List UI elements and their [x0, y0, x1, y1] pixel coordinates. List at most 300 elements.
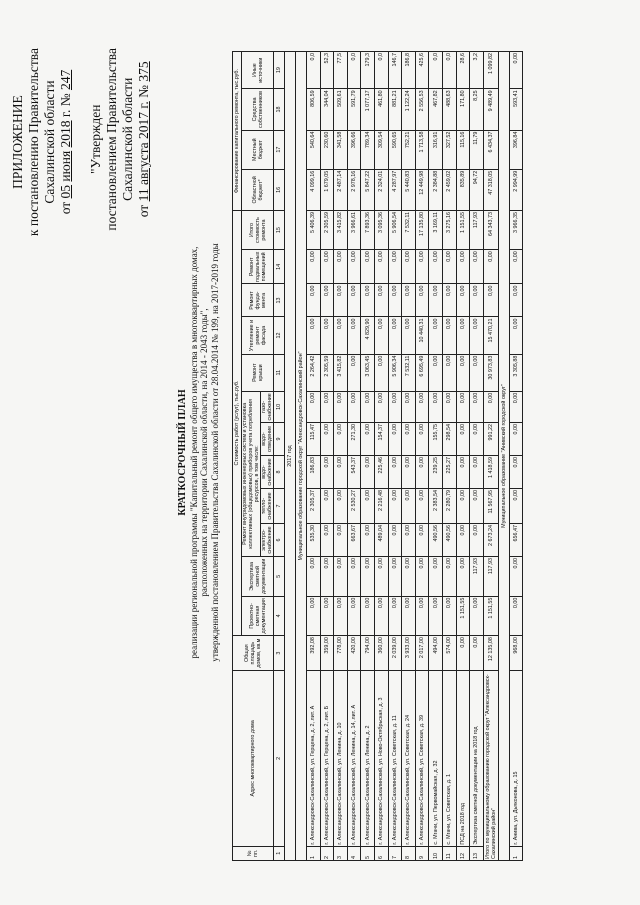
table-row — [470, 52, 484, 861]
table-cell: 77,5 — [334, 52, 348, 89]
table-cell: 230,60 — [320, 130, 334, 169]
table-cell: 0,00 — [415, 391, 429, 422]
table-cell: 9 — [274, 422, 285, 455]
table-cell: 0,00 — [415, 596, 429, 636]
table-cell: 0,00 — [429, 317, 443, 354]
table-cell: 0,00 — [307, 250, 321, 284]
table-cell: 0,00 — [442, 354, 456, 391]
table-cell: 341,58 — [334, 130, 348, 169]
table-cell: 4 099,16 — [307, 169, 321, 210]
table-cell: 6 695,49 — [415, 354, 429, 391]
table-cell: 0,00 — [470, 455, 484, 488]
table-cell: 0,00 — [509, 52, 523, 89]
table-cell: 52,3 — [320, 52, 334, 89]
table-cell: 0,00 — [374, 317, 388, 354]
table-cell: 2 264,42 — [307, 354, 321, 391]
table-cell: 0,00 — [320, 391, 334, 422]
table-cell: 0,00 — [470, 250, 484, 284]
table-cell: 0,00 — [307, 391, 321, 422]
table-cell: 5 406,39 — [307, 211, 321, 250]
header-expertise: Экспертиза сметной документации — [242, 557, 274, 597]
table-cell: 0,00 — [334, 422, 348, 455]
header-finance-group: Финансирование капитального ремонта, тыс.руб. — [233, 52, 242, 211]
appendix-line-1: к постановлению Правительства — [26, 48, 41, 237]
table-cell: 0,00 — [361, 422, 375, 455]
table-cell: 146,7 — [388, 52, 402, 89]
table-cell: 0,00 — [320, 250, 334, 284]
table-cell: 0,00 — [402, 422, 416, 455]
table-cell: 2 — [274, 671, 285, 846]
table-cell: 3 — [274, 636, 285, 671]
table-cell: 0,00 — [334, 391, 348, 422]
table-cell: 2 039,00 — [388, 636, 402, 671]
header-water: водо-снабжение — [261, 455, 274, 488]
table-cell: 0,00 — [307, 284, 321, 317]
table-cell: 8 — [402, 846, 416, 860]
table-cell: 590,65 — [388, 130, 402, 169]
table-cell: 396,84 — [509, 130, 523, 169]
table-cell: 1 122,24 — [402, 89, 416, 130]
table-cell: 0,00 — [388, 317, 402, 354]
table-cell: 0,00 — [470, 284, 484, 317]
table-cell: 0,00 — [334, 250, 348, 284]
table-cell: 1 713,58 — [415, 130, 429, 169]
header-sewer: водо-отведение — [261, 422, 274, 455]
table-cell: 0,00 — [509, 455, 523, 488]
approved-line-2: Сахалинской области — [120, 77, 135, 201]
table-cell: 1 — [509, 846, 523, 860]
table-cell: 0,00 — [442, 557, 456, 597]
header-insulation: Утепление и ремонт фасада — [242, 317, 274, 354]
table-cell: 0,00 — [509, 557, 523, 597]
approved-date-prefix: от — [136, 204, 151, 218]
table-cell: 0,00 — [374, 596, 388, 636]
total-cell: 12 135,08 — [483, 636, 498, 671]
table-cell: 12 449,98 — [415, 169, 429, 210]
table-row — [347, 52, 361, 861]
table-cell: 0,00 — [320, 422, 334, 455]
table-cell: 0,00 — [442, 391, 456, 422]
approved-title: "Утвержден — [88, 104, 103, 174]
table-cell: Экспертиза сметной документации на 2018 год — [470, 671, 484, 846]
total-cell: 15 470,21 — [483, 317, 498, 354]
table-cell: 574,00 — [442, 636, 456, 671]
table-cell: 3 966,35 — [509, 211, 523, 250]
table-cell: 0,00 — [470, 391, 484, 422]
year-row-label: 2017 год — [285, 52, 296, 861]
table-cell: 2 994,99 — [509, 169, 523, 210]
table-cell: 0,00 — [429, 557, 443, 597]
table-cell: 490,56 — [429, 524, 443, 557]
total-cell: 30 973,83 — [483, 354, 498, 391]
table-cell: 0,00 — [347, 391, 361, 422]
header-systems-group: Ремонт внутридомовых инженерных систем и установка коллективных (общедомовых) приборов учета потребления ресурсов, в том числе: — [242, 391, 261, 556]
table-cell: 0,00 — [361, 391, 375, 422]
table-cell: 0,00 — [388, 557, 402, 597]
appendix-date-prefix: от — [58, 201, 73, 215]
table-cell: 0,00 — [456, 317, 470, 354]
table-cell: 0,00 — [320, 524, 334, 557]
table-row — [334, 52, 348, 861]
table-cell: 0,00 — [415, 250, 429, 284]
column-numbers-row — [274, 52, 285, 861]
table-cell: 543,37 — [347, 455, 361, 488]
table-cell: 239,25 — [429, 455, 443, 488]
table-cell: 806,59 — [307, 89, 321, 130]
header-area: Общая площадь домов, кв.м — [233, 636, 274, 671]
table-cell: 0,00 — [374, 557, 388, 597]
table-cell: 5 — [361, 846, 375, 860]
table-cell: 0,00 — [320, 284, 334, 317]
table-cell: 154,37 — [374, 422, 388, 455]
table-cell: 3 169,11 — [429, 211, 443, 250]
table-cell: 0,00 — [470, 596, 484, 636]
table-cell: 5 906,54 — [388, 211, 402, 250]
table-cell: 0,00 — [361, 524, 375, 557]
table-cell: 2 280,79 — [442, 488, 456, 523]
table-cell: 0,00 — [347, 250, 361, 284]
table-cell: 359,00 — [320, 636, 334, 671]
table-cell: 0,00 — [388, 391, 402, 422]
table-row — [374, 52, 388, 861]
table-cell: 0,00 — [509, 391, 523, 422]
total-cell: 9 489,49 — [483, 89, 498, 130]
total-cell: 0,00 — [483, 391, 498, 422]
total-cell: 64 343,73 — [483, 211, 498, 250]
table-cell: 0,0 — [442, 52, 456, 89]
table-cell: г. Александровск-Сахалинский, ул. Герцена, д. 2, лит. Б — [320, 671, 334, 846]
approved-line-1: постановлением Правительства — [104, 48, 119, 231]
table-cell: 0,00 — [470, 317, 484, 354]
table-cell: 225,46 — [374, 455, 388, 488]
table-cell: 7 — [274, 488, 285, 523]
table-cell: 0,00 — [470, 524, 484, 557]
table-cell: 489,04 — [374, 524, 388, 557]
table-body — [274, 52, 523, 861]
table-cell: 11 — [274, 354, 285, 391]
table-cell: 0,00 — [456, 354, 470, 391]
table-cell: 3 933,00 — [402, 636, 416, 671]
table-cell: 0,00 — [415, 455, 429, 488]
table-cell: г. Александровск-Сахалинский, ул. Советская, д. 24 — [402, 671, 416, 846]
table-cell: 0,00 — [347, 284, 361, 317]
table-cell: 881,21 — [388, 89, 402, 130]
header-total: Итого стоимость ремонта — [242, 211, 274, 250]
table-cell: 0,00 — [509, 422, 523, 455]
table-cell: 115,16 — [456, 130, 470, 169]
table-cell: 0,00 — [470, 488, 484, 523]
table-cell: 5 847,22 — [361, 169, 375, 210]
table-cell: 0,00 — [334, 488, 348, 523]
table-cell: 392,08 — [307, 636, 321, 671]
table-cell: 316,91 — [429, 130, 443, 169]
table-cell: 28,6 — [456, 52, 470, 89]
table-cell: 9 — [415, 846, 429, 860]
table-cell: 2 — [320, 846, 334, 860]
table-cell: 2 305,37 — [307, 488, 321, 523]
table-cell: 0,00 — [470, 636, 484, 671]
table-row — [307, 52, 321, 861]
approved-block — [88, 48, 152, 231]
table-cell: ПСД на 2018 год — [456, 671, 470, 846]
table-cell: 3 415,82 — [334, 211, 348, 250]
table-cell: г. Александровск-Сахалинский, ул. Советская, д. 11 — [388, 671, 402, 846]
table-cell: г. Александровск-Сахалинский, ул. Советская, д. 39 — [415, 671, 429, 846]
appendix-date — [58, 48, 74, 236]
total-cell: Итого по муниципальному образованию городской округ "Александровск-Сахалинский район" — [483, 671, 498, 861]
municipality-row-label: Муниципальное образование "Анивский городской округ" — [498, 52, 509, 861]
appendix-day: 05 — [58, 184, 73, 199]
table-cell: 0,00 — [334, 284, 348, 317]
table-cell: 4 — [347, 846, 361, 860]
table-row — [429, 52, 443, 861]
total-cell: 11 567,95 — [483, 488, 498, 523]
municipality-row — [296, 52, 307, 861]
table-cell: 0,00 — [374, 250, 388, 284]
table-row — [456, 52, 470, 861]
table-cell: 12 — [456, 846, 470, 860]
total-cell: 0,00 — [483, 250, 498, 284]
table-cell: 0,00 — [509, 488, 523, 523]
table-cell: 509,61 — [334, 89, 348, 130]
table-cell: 0,00 — [442, 596, 456, 636]
table-cell: 2 556,53 — [415, 89, 429, 130]
table-cell: г. Анива, ул. Дьяконова, д. 15 — [509, 671, 523, 846]
table-cell: 0,00 — [402, 284, 416, 317]
table-cell: 2 017,00 — [415, 636, 429, 671]
table-cell: 0,00 — [347, 317, 361, 354]
table-cell: 17 — [274, 130, 285, 169]
header-cost-group: Стоимость работ (услуг), тыс.руб. — [233, 211, 242, 636]
table-cell: 0,00 — [456, 557, 470, 597]
table-cell: г. Александровск-Сахалинский, ул. Ленина, д. 10 — [334, 671, 348, 846]
table-cell: 4 — [274, 596, 285, 636]
total-cell: 2 673,24 — [483, 524, 498, 557]
table-cell: 425,6 — [415, 52, 429, 89]
table-cell: 6 — [274, 524, 285, 557]
table-cell: 0,00 — [456, 455, 470, 488]
table-cell: 488,63 — [442, 89, 456, 130]
table-cell: 3,2 — [470, 52, 484, 89]
table-cell: 1 151,55 — [456, 596, 470, 636]
table-cell: 494,00 — [429, 636, 443, 671]
table-cell: 0,00 — [320, 455, 334, 488]
table-cell: 0,00 — [320, 596, 334, 636]
table-cell: 0,00 — [388, 455, 402, 488]
header-address: Адрес многоквартирного дома — [233, 671, 274, 846]
table-cell: 0,00 — [415, 488, 429, 523]
table-row — [415, 52, 429, 861]
table-cell: 0,00 — [320, 557, 334, 597]
table-cell: 13 — [274, 284, 285, 317]
table-cell: 0,00 — [402, 391, 416, 422]
table-cell: 789,34 — [361, 130, 375, 169]
total-cell: 1 099,82 — [483, 52, 498, 89]
plan-subtitle-1: реализации региональной программы "Капитальный ремонт общего имущества в многоквартирных домах, — [188, 246, 199, 659]
table-cell: 0,00 — [334, 557, 348, 597]
table-cell: 186,8 — [402, 52, 416, 89]
table-cell: 3 275,16 — [442, 211, 456, 250]
table-cell: 0,00 — [456, 422, 470, 455]
table-cell: 7 — [388, 846, 402, 860]
total-cell: 0,00 — [483, 284, 498, 317]
table-cell: 7 532,11 — [402, 354, 416, 391]
table-cell: 0,0 — [347, 52, 361, 89]
header-heat: тепло-снабжение — [261, 488, 274, 523]
table-cell: 0,00 — [470, 422, 484, 455]
table-cell: 0,00 — [361, 596, 375, 636]
approved-date — [136, 48, 152, 231]
plan-table — [232, 51, 523, 861]
approved-num-prefix: № — [136, 84, 151, 98]
total-cell: 1 418,59 — [483, 455, 498, 488]
table-cell: 0,00 — [429, 354, 443, 391]
table-cell: 15 — [274, 211, 285, 250]
table-cell: 0,00 — [361, 557, 375, 597]
table-cell: 2 324,01 — [374, 169, 388, 210]
approved-number: 375 — [136, 61, 151, 82]
table-cell: 0,00 — [334, 524, 348, 557]
appendix-num-prefix: № — [58, 93, 73, 107]
table-cell: 10 — [429, 846, 443, 860]
table-cell: 117,93 — [470, 211, 484, 250]
table-cell: 0,00 — [509, 317, 523, 354]
table-cell: 0,00 — [456, 524, 470, 557]
table-cell: 6 — [374, 846, 388, 860]
table-cell: 0,00 — [456, 284, 470, 317]
table-cell: 5 — [274, 557, 285, 597]
table-cell: 0,00 — [429, 284, 443, 317]
table-cell: 17 135,80 — [415, 211, 429, 250]
table-cell: 309,54 — [374, 130, 388, 169]
table-cell: 420,00 — [347, 636, 361, 671]
header-owners: Средства собственников — [242, 89, 274, 130]
header-roof: Ремонт крыши — [242, 354, 274, 391]
table-cell: 656,47 — [509, 524, 523, 557]
header-regional: Областной бюджет* — [242, 169, 274, 210]
header-gas: газо-снабжение — [261, 393, 273, 421]
table-row — [442, 52, 456, 861]
table-cell: 1 — [274, 846, 285, 860]
table-cell: 778,00 — [334, 636, 348, 671]
appendix-year-suffix: г. — [58, 109, 73, 118]
table-cell: 0,00 — [415, 524, 429, 557]
table-cell: 0,00 — [307, 557, 321, 597]
header-other: Иные источники — [242, 52, 274, 89]
table-cell: 968,00 — [509, 636, 523, 671]
table-cell: 0,00 — [334, 455, 348, 488]
table-cell: 0,00 — [361, 455, 375, 488]
appendix-number: 247 — [58, 69, 73, 91]
table-row — [361, 52, 375, 861]
table-cell: 2 305,59 — [320, 211, 334, 250]
table-cell: 0,00 — [361, 250, 375, 284]
table-cell: 10 — [274, 391, 285, 422]
table-cell: 16 — [274, 169, 285, 210]
table-cell: 591,79 — [347, 89, 361, 130]
plan-subtitle-2: расположенных на территории Сахалинской области, на 2014 - 2043 годы", — [199, 308, 209, 597]
table-cell: с. Мгачи, ул. Первомайская, д. 32 — [429, 671, 443, 846]
table-cell: 2 383,54 — [429, 488, 443, 523]
table-cell: 2 384,88 — [429, 169, 443, 210]
table-cell: 13 — [470, 846, 484, 860]
table-cell: 835,89 — [456, 169, 470, 210]
year-row — [285, 52, 296, 861]
table-cell: 0,00 — [320, 488, 334, 523]
table-cell: 1 — [307, 846, 321, 860]
table-row — [402, 52, 416, 861]
table-cell: 298,54 — [442, 422, 456, 455]
table-cell: 0,00 — [509, 284, 523, 317]
table-cell: 0,00 — [374, 284, 388, 317]
table-cell: с. Мгачи, ул. Советская, д. 1 — [442, 671, 456, 846]
table-cell: 344,04 — [320, 89, 334, 130]
table-cell: 0,0 — [307, 52, 321, 89]
table-cell: 1 077,17 — [361, 89, 375, 130]
table-cell: 1 679,05 — [320, 169, 334, 210]
table-cell: 490,56 — [442, 524, 456, 557]
table-cell: 4 287,97 — [388, 169, 402, 210]
table-cell: 0,00 — [442, 250, 456, 284]
header-no: № пп. — [233, 846, 274, 860]
table-cell: 12 — [274, 317, 285, 354]
table-cell: 5 440,83 — [402, 169, 416, 210]
table-cell: 0,00 — [429, 250, 443, 284]
table-cell: 2 459,02 — [442, 169, 456, 210]
table-cell: 0,00 — [334, 317, 348, 354]
table-cell: 3 966,61 — [347, 211, 361, 250]
table-cell: 10 440,31 — [415, 317, 429, 354]
header-design: Проектно-сметная документация — [242, 596, 274, 636]
table-cell: г. Александровск-Сахалинский, ул. Ленина, д. 2 — [361, 671, 375, 846]
table-cell: 0,00 — [456, 391, 470, 422]
table-cell: 0,00 — [361, 284, 375, 317]
table-cell: 3 063,45 — [361, 354, 375, 391]
table-cell: 8,25 — [470, 89, 484, 130]
table-cell: 0,00 — [402, 317, 416, 354]
total-cell: 991,22 — [483, 422, 498, 455]
table-cell: г. Александровск-Сахалинский, ул. Ново-Октябрьская, д. 3 — [374, 671, 388, 846]
appendix-block — [10, 48, 74, 236]
table-cell: 0,00 — [388, 524, 402, 557]
table-cell: 0,00 — [388, 284, 402, 317]
appendix-line-2: Сахалинской области — [42, 80, 57, 204]
table-cell: 0,00 — [456, 250, 470, 284]
table-cell: 14 — [274, 250, 285, 284]
table-cell: 179,3 — [361, 52, 375, 89]
table-cell: 794,00 — [361, 636, 375, 671]
table-cell: 593,41 — [509, 89, 523, 130]
table-row — [509, 52, 523, 861]
table-cell: 0,00 — [509, 596, 523, 636]
table-cell: 19 — [274, 52, 285, 89]
table-cell: 3 415,82 — [334, 354, 348, 391]
table-cell: 2 305,59 — [320, 354, 334, 391]
table-cell: 0,00 — [442, 284, 456, 317]
table-cell: 11 — [442, 846, 456, 860]
table-cell: 0,00 — [415, 557, 429, 597]
table-cell: 0,00 — [429, 391, 443, 422]
total-row — [483, 52, 498, 861]
plan-title: КРАТКОСРОЧНЫЙ ПЛАН — [177, 389, 188, 516]
table-cell: 4 829,90 — [361, 317, 375, 354]
table-cell: 3 — [334, 846, 348, 860]
table-cell: 540,64 — [307, 130, 321, 169]
table-cell: 0,00 — [334, 596, 348, 636]
table-cell: 0,0 — [429, 52, 443, 89]
appendix-title: ПРИЛОЖЕНИЕ — [10, 95, 25, 189]
table-cell: 663,67 — [347, 524, 361, 557]
